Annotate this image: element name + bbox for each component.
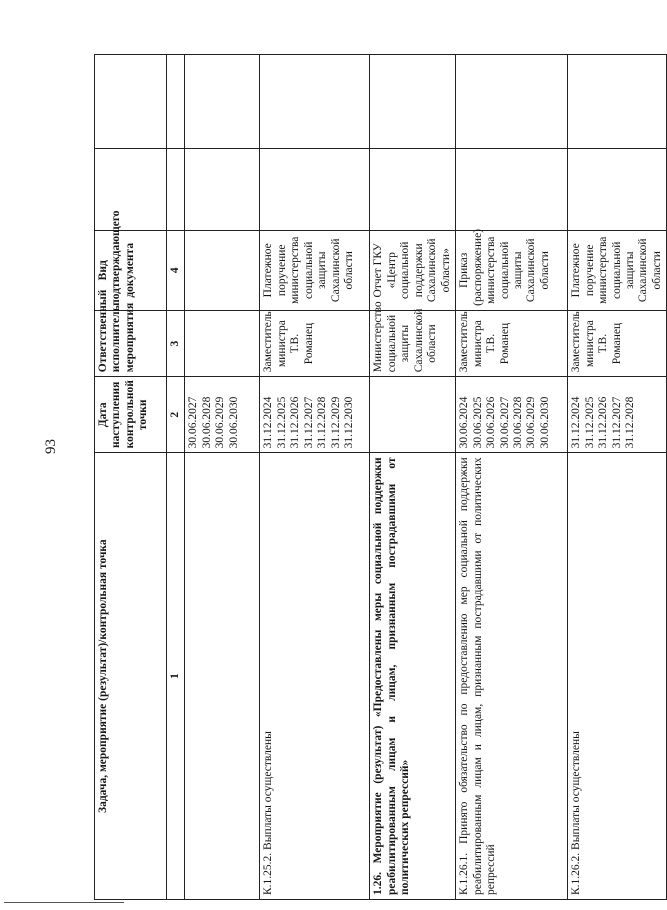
date-item: 31.12.2027: [302, 396, 315, 449]
responsible-cell: Министерство социальной защиты Сахалинской области: [370, 310, 456, 376]
date-item: 30.06.2029: [525, 396, 538, 449]
date-item: 30.06.2030: [538, 396, 551, 449]
date-item: 31.12.2025: [583, 396, 596, 449]
task-cell: [185, 453, 260, 900]
document-cell: Отчет ГКУ «Центр социальной поддержки Сахалинской области»: [370, 230, 456, 310]
header-document: Вид подтверждающего документа: [95, 230, 167, 310]
dates-cell: [260, 377, 370, 453]
empty-cell: [185, 149, 260, 231]
table-row: [568, 55, 667, 900]
date-item: 31.12.2024: [570, 396, 583, 449]
header-date: Дата наступления контрольной точки: [95, 377, 167, 453]
empty-cell: [370, 149, 456, 231]
header-task: Задача, мероприятие (результат)/контрольная точка: [95, 453, 167, 900]
responsible-cell: Заместитель министра Т.В. Романец: [456, 310, 568, 376]
date-item: 31.12.2024: [262, 396, 275, 449]
header-empty-1: [95, 149, 167, 231]
date-item: 30.06.2025: [471, 396, 484, 449]
rotated-table-wrapper: [94, 54, 663, 900]
document-cell: Платежное поручение министерства социальной защиты Сахалинской области: [568, 230, 667, 310]
date-item: 31.12.2026: [289, 396, 302, 449]
column-number-1: 1: [167, 453, 185, 900]
empty-cell: [568, 149, 667, 231]
header-responsible: Ответственный исполнитель мероприятия: [95, 310, 167, 376]
column-number-3: 3: [167, 310, 185, 376]
document-cell: [185, 230, 260, 310]
empty-cell: [456, 149, 568, 231]
empty-cell: [260, 149, 370, 231]
numbers-row: [167, 55, 185, 900]
date-item: 30.06.2028: [200, 396, 213, 449]
header-empty-2: [95, 55, 167, 149]
page-content: [94, 54, 663, 900]
document-cell: Приказ (распоряжение) министерства социальной защиты Сахалинской области: [456, 230, 568, 310]
empty-cell: [260, 55, 370, 149]
responsible-cell: Заместитель министра Т.В. Романец: [568, 310, 667, 376]
task-cell: К.1.26.1. Принято обязательство по предоставлению мер социальной поддержки реабилитированным лицам и лицам, признанным пострадавшими от политических репрессий: [456, 453, 568, 900]
date-item: 30.06.2030: [227, 396, 240, 449]
date-item: 31.12.2027: [610, 396, 623, 449]
responsible-cell: [185, 310, 260, 376]
task-cell: 1.26. Мероприятие (результат) «Предоставлены меры социальной поддержки реабилитированным лицам и лицам, признанным пострадавшими от политических репрессий»: [370, 453, 456, 900]
dates-cell: [370, 377, 456, 453]
column-number-4: 4: [167, 230, 185, 310]
date-item: 30.06.2027: [498, 396, 511, 449]
date-item: 31.12.2026: [597, 396, 610, 449]
date-item: 30.06.2028: [511, 396, 524, 449]
date-item: 30.06.2024: [458, 396, 471, 449]
empty-cell: [370, 55, 456, 149]
header-row: [95, 55, 167, 900]
table-row: [260, 55, 370, 900]
footer-divider: [4, 902, 124, 903]
empty-cell: [185, 55, 260, 149]
date-item: 30.06.2026: [485, 396, 498, 449]
date-item: 30.06.2029: [214, 396, 227, 449]
empty-cell: [456, 55, 568, 149]
task-cell: К.1.25.2. Выплаты осуществлены: [260, 453, 370, 900]
column-number-2: 2: [167, 377, 185, 453]
document-cell: Платежное поручение министерства социальной защиты Сахалинской области: [260, 230, 370, 310]
date-item: 30.06.2027: [187, 396, 200, 449]
date-item: 31.12.2025: [275, 396, 288, 449]
empty-cell: [568, 55, 667, 149]
column-number-6: [167, 55, 185, 149]
control-points-table: [94, 54, 667, 900]
table-row: [456, 55, 568, 900]
table-row: [185, 55, 260, 900]
dates-cell: [568, 377, 667, 453]
dates-cell: [456, 377, 568, 453]
date-item: 31.12.2028: [316, 396, 329, 449]
responsible-cell: Заместитель министра Т.В. Романец: [260, 310, 370, 376]
column-number-5: [167, 149, 185, 231]
page-number: 93: [43, 439, 59, 454]
dates-cell: [185, 377, 260, 453]
date-item: 31.12.2029: [329, 396, 342, 449]
task-cell: К.1.26.2. Выплаты осуществлены: [568, 453, 667, 900]
date-item: 31.12.2030: [343, 396, 356, 449]
table-row: [370, 55, 456, 900]
date-item: 31.12.2028: [623, 396, 636, 449]
